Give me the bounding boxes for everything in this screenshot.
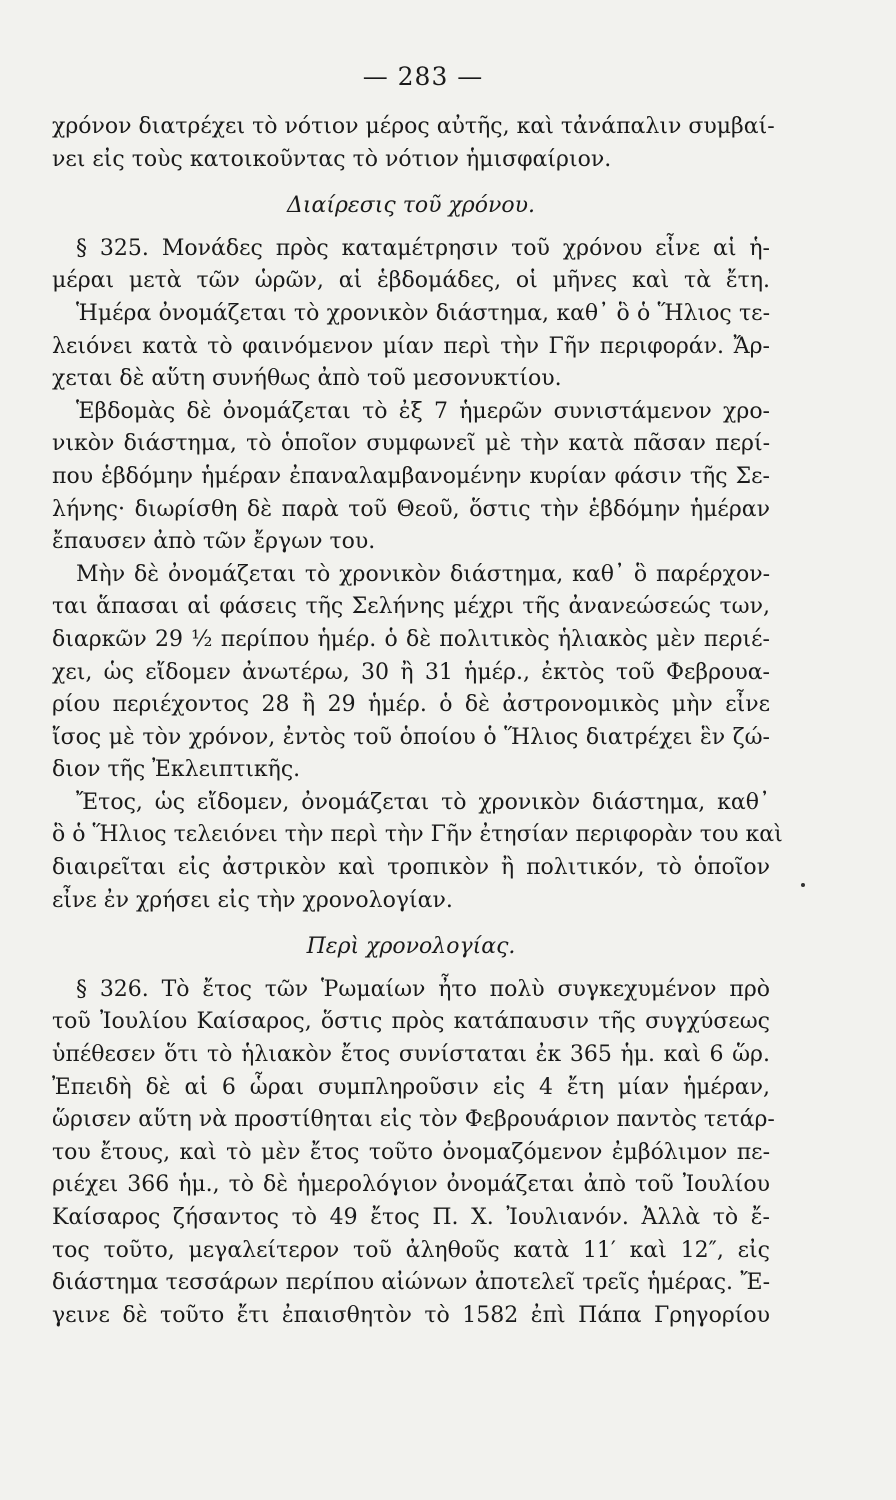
section-326 <box>52 974 775 1333</box>
text-line: Μὴν δὲ ὀνομάζεται τὸ χρονικὸν διάστημα, καθ᾽ ὃ παρέρχον- <box>76 561 770 587</box>
text-line: ὑπέθεσεν ὅτι τὸ ἡλιακὸν ἔτος συνίσταται ἐκ 365 ἡμ. καὶ 6 ὥρ. <box>52 1042 770 1068</box>
text-line: χρόνον διατρέχει τὸ νότιον μέρος αὐτῆς, καὶ τἀνάπαλιν συμβαί- <box>52 114 775 139</box>
text-line: που ἑβδόμην ἡμέραν ἐπαναλαμβανομένην κυρίαν φάσιν τῆς Σε- <box>52 463 770 489</box>
text-line: χεται δὲ αὕτη συνήθως ἀπὸ τοῦ μεσονυκτίου. <box>52 366 562 392</box>
section-325 <box>52 233 783 917</box>
text-line: ὃ ὁ Ἥλιος τελειόνει τὴν περὶ τὴν Γῆν ἐτησίαν περιφορὰν του καὶ <box>52 822 783 848</box>
text-line: Ἡμέρα ὀνομάζεται τὸ χρονικὸν διάστημα, καθ᾽ ὃ ὁ Ἥλιος τε- <box>76 300 770 326</box>
text-line: τος τοῦτο, μεγαλείτερον τοῦ ἀληθοῦς κατὰ 11′ καὶ 12″, εἰς <box>52 1237 770 1263</box>
text-line: Ἔτος, ὡς εἴδομεν, ὀνομάζεται τὸ χρονικὸν διάστημα, καθ᾽ <box>76 789 770 815</box>
text-line: ὥρισεν αὕτη νὰ προστίθηται εἰς τὸν Φεβρουάριον παντὸς τετάρ- <box>52 1107 775 1133</box>
text-line: § 326. Τὸ ἔτος τῶν Ῥωμαίων ἦτο πολὺ συγκεχυμένον πρὸ <box>76 976 770 1002</box>
text-line: ἴσος μὲ τὸν χρόνον, ἐντὸς τοῦ ὁποίου ὁ Ἥλιος διατρέχει ἓν ζώ- <box>52 724 770 750</box>
text-line: Καίσαρος ζήσαντος τὸ 49 ἔτος Π. Χ. Ἰουλιανόν. Ἀλλὰ τὸ ἔ- <box>52 1205 770 1230</box>
text-line: χει, ὡς εἴδομεν ἀνωτέρω, 30 ἢ 31 ἡμέρ., ἐκτὸς τοῦ Φεβρουα- <box>52 659 770 685</box>
ink-speck <box>801 883 805 887</box>
text-line: Ἑβδομὰς δὲ ὀνομάζεται τὸ ἐξ 7 ἡμερῶν συνιστάμενον χρο- <box>76 398 770 424</box>
text-line: διαιρεῖται εἰς ἀστρικὸν καὶ τροπικὸν ἢ πολιτικόν, τὸ ὁποῖον <box>52 855 770 881</box>
text-line: μέραι μετὰ τῶν ὡρῶν, αἱ ἑβδομάδες, οἱ μῆνες καὶ τὰ ἔτη. <box>52 268 770 294</box>
text-line: λήνης· διωρίσθη δὲ παρὰ τοῦ Θεοῦ, ὅστις τὴν ἑβδόμην ἡμέραν <box>52 496 770 522</box>
text-line: ρίου περιέχοντος 28 ἢ 29 ἡμέρ. ὁ δὲ ἀστρονομικὸς μὴν εἶνε <box>52 692 770 718</box>
text-line: εἶνε ἐν χρήσει εἰς τὴν χρονολογίαν. <box>52 887 453 913</box>
text-line: διον τῆς Ἐκλειπτικῆς. <box>52 757 301 783</box>
text-line: νει εἰς τοὺς κατοικοῦντας τὸ νότιον ἡμισφαίριον. <box>52 146 612 172</box>
text-line: ριέχει 366 ἡμ., τὸ δὲ ἡμερολόγιον ὀνομάζεται ἀπὸ τοῦ Ἰουλίου <box>52 1172 770 1198</box>
text-line: λειόνει κατὰ τὸ φαινόμενον μίαν περὶ τὴν Γῆν περιφοράν. Ἄρ- <box>52 333 770 359</box>
intro-paragraph <box>52 111 775 176</box>
text-line: § 325. Μονάδες πρὸς καταμέτρησιν τοῦ χρόνου εἶνε αἱ ἡ- <box>76 235 770 261</box>
text-line: ται ἅπασαι αἱ φάσεις τῆς Σελήνης μέχρι τῆς ἀνανεώσεώς των, <box>52 594 770 620</box>
heading-text: Περὶ χρονολογίας. <box>306 934 516 960</box>
section-heading <box>52 931 770 964</box>
page-number: — 283 — <box>362 62 484 91</box>
text-line: του ἔτους, καὶ τὸ μὲν ἔτος τοῦτο ὀνομαζόμενον ἐμβόλιμον πε- <box>52 1139 770 1165</box>
text-line: νικὸν διάστημα, τὸ ὁποῖον συμφωνεῖ μὲ τὴν κατὰ πᾶσαν περί- <box>52 431 770 457</box>
text-line: τοῦ Ἰουλίου Καίσαρος, ὅστις πρὸς κατάπαυσιν τῆς συγχύσεως <box>52 1009 770 1035</box>
heading-text: Διαίρεσις τοῦ χρόνου. <box>287 193 535 219</box>
section-heading <box>52 190 770 223</box>
text-line: γεινε δὲ τοῦτο ἔτι ἐπαισθητὸν τὸ 1582 ἐπὶ Πάπα Γρηγορίου <box>52 1302 770 1328</box>
text-line: Ἐπειδὴ δὲ αἱ 6 ὧραι συμπληροῦσιν εἰς 4 ἔτη μίαν ἡμέραν, <box>52 1074 770 1100</box>
text-line: διαρκῶν 29 ½ περίπου ἡμέρ. ὁ δὲ πολιτικὸς ἡλιακὸς μὲν περιέ- <box>52 626 770 652</box>
book-page <box>52 62 783 1332</box>
text-line: διάστημα τεσσάρων περίπου αἰώνων ἀποτελεῖ τρεῖς ἡμέρας. Ἔ- <box>52 1270 770 1296</box>
text-line: ἔπαυσεν ἀπὸ τῶν ἔργων του. <box>52 529 376 555</box>
